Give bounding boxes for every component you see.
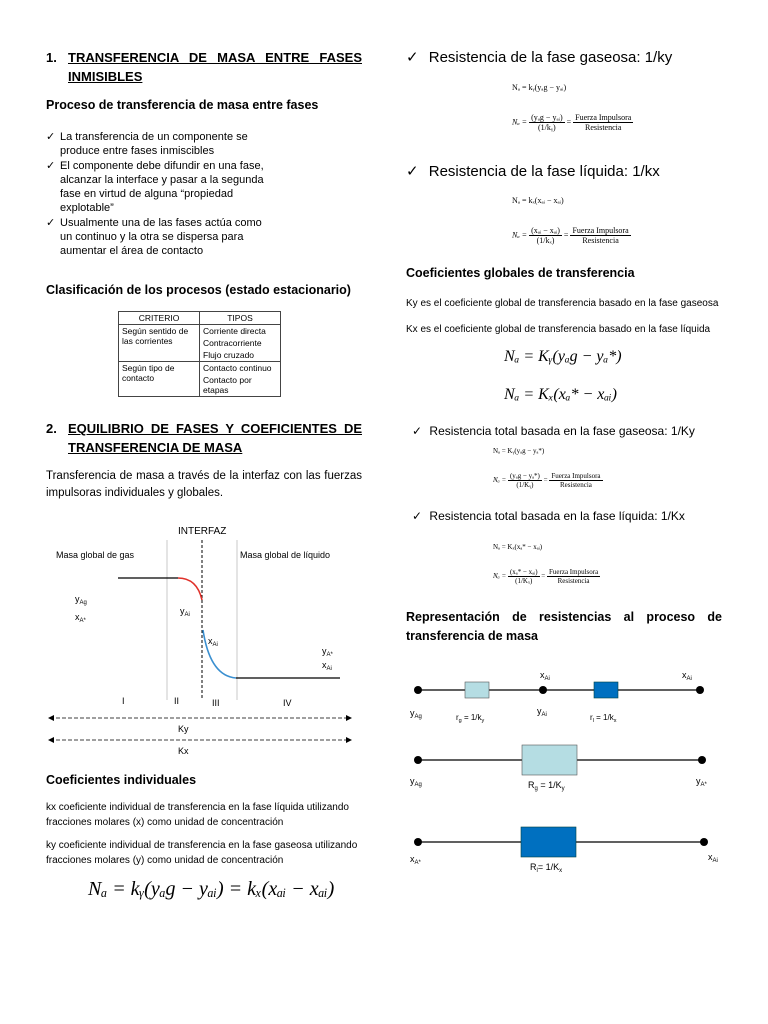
- ky-description-line: fracciones molares (y) como unidad de concentración: [46, 855, 284, 866]
- eq-liq-2-den: (1/kₓ): [536, 236, 555, 245]
- eq-gas-2-num: (yₐg − yₐᵢ): [531, 113, 563, 122]
- label-yAstar: $y_{A*}$: [322, 646, 333, 658]
- tipo-item: Flujo cruzado: [203, 350, 255, 360]
- eq-tl-2-den: (1/Kₓ): [515, 577, 533, 585]
- section1-heading: [46, 48, 362, 86]
- node-dot: [414, 756, 422, 764]
- label-yAstar: $y_{A*}$: [696, 776, 707, 788]
- interface-diagram: [40, 518, 366, 758]
- check-icon: ✓: [406, 163, 419, 180]
- bullet-line: un continuo y la otra se dispersa para: [60, 231, 244, 243]
- resistencia-label: Resistencia: [557, 577, 590, 585]
- table-header-tipos: TIPOS: [200, 312, 281, 325]
- label-Rl: $R_l= 1/K_x$: [530, 862, 563, 874]
- bullet-line: fase en virtud de alguna “propiedad: [60, 188, 234, 200]
- clasif-heading: Clasificación de los procesos (estado estacionario): [46, 283, 351, 297]
- individual-equation: Nₐ = kᵧ(yₐg − yₐᵢ) = kₓ(xₐᵢ − xₐᵢ): [88, 878, 335, 900]
- arrow-right-icon: [346, 715, 352, 721]
- table-cell: Según tipo de contacto: [119, 362, 200, 397]
- eq-liq-1: Nₐ = kₓ(xₐᵢ − xₐᵢ): [512, 196, 564, 205]
- coef-ind-heading: Coeficientes individuales: [46, 773, 197, 787]
- resistencia-label: Resistencia: [585, 123, 622, 132]
- tipo-item: Contacto continuo: [203, 363, 272, 373]
- fuerza-label: Fuerza Impulsora: [549, 568, 599, 576]
- table-row: [119, 325, 281, 362]
- node-dot: [696, 686, 704, 694]
- section1-number: 1.: [46, 50, 57, 65]
- kx-label: Kx: [178, 746, 189, 756]
- repr-heading-line: Representación de resistencias al proceso de: [406, 610, 722, 624]
- bullet-list: [46, 130, 286, 259]
- kx-description-line: kx coeficiente individual de transferencia en la fase líquida utilizando: [46, 802, 349, 813]
- bullet-line: alcanzar la interface y pasar a la segunda: [60, 174, 264, 186]
- tipo-item: Contacto por etapas: [203, 375, 252, 395]
- fuerza-label: Fuerza Impulsora: [551, 472, 601, 480]
- res-tot-gas-label: Resistencia total basada en la fase gaseosa: 1/Ky: [429, 424, 695, 438]
- resistor-rl: [594, 682, 618, 698]
- tipo-item: Contracorriente: [203, 338, 262, 348]
- label-yAi: $y_{Ai}$: [537, 706, 547, 718]
- node-dot: [414, 838, 422, 846]
- label-yAi: $y_{Ai}$: [180, 606, 190, 618]
- label-xAstar: $x_{A*}$: [410, 854, 421, 866]
- region-label: IV: [283, 698, 292, 708]
- kx-description-line: fracciones molares (x) como unidad de concentración: [46, 817, 284, 828]
- interfaz-label: INTERFAZ: [178, 526, 227, 537]
- node-dot: [698, 756, 706, 764]
- ky-description: [46, 838, 357, 868]
- eq-liq-2-num: (xₐᵢ − xₐᵢ): [531, 226, 560, 235]
- section2-heading: [46, 419, 362, 457]
- fuerza-label: Fuerza Impulsora: [572, 226, 629, 235]
- bullet-line: El componente debe difundir en una fase,: [60, 160, 264, 172]
- label-xAi-right: $x_{Ai}$: [682, 670, 692, 682]
- label-xAi: $x_{Ai}$: [208, 636, 218, 648]
- res-gas-label: Resistencia de la fase gaseosa: 1/ky: [428, 49, 673, 66]
- kx-description: [46, 800, 349, 830]
- region-label: III: [212, 698, 220, 708]
- region-label: II: [174, 696, 180, 706]
- section2-title-line2: TRANSFERENCIA DE MASA: [68, 440, 243, 455]
- arrow-left-icon: [48, 715, 54, 721]
- ky-label: Ky: [178, 724, 189, 734]
- res-liq-title: [406, 162, 660, 180]
- gas-label: Masa global de gas: [56, 550, 135, 560]
- gas-film-curve: [178, 578, 202, 600]
- bullet-line: aumentar el área de contacto: [60, 245, 204, 257]
- eq-tg-2-num: (yₐg − yₐ*): [509, 472, 540, 480]
- eq-gas-2: Nₐ = $\frac{\text{(yₐg − yₐᵢ)}}{\text{(1/kᵧ)}}$ = $\frac{\text{Fuerza Impulsora}}{\text{Resistencia}}$: [512, 113, 632, 132]
- table-cell: Según sentido de las corrientes: [119, 325, 200, 362]
- bullet-item: [46, 159, 286, 215]
- bullet-line: La transferencia de un componente se: [60, 131, 248, 143]
- eq-tg-1: Nₐ = Kᵧ(yₐg − yₐ*): [493, 447, 545, 455]
- table-cell: [200, 362, 281, 397]
- section2-title-line1: EQUILIBRIO DE FASES Y COEFICIENTES DE: [68, 421, 362, 436]
- repr-heading-line: transferencia de masa: [406, 629, 539, 643]
- bullet-line: produce entre fases inmiscibles: [60, 145, 215, 157]
- table-header-criterio: CRITERIO: [119, 312, 200, 325]
- resistor-Rl: [521, 827, 576, 857]
- table-cell: [200, 325, 281, 362]
- section1-title-line2: INMISIBLES: [68, 69, 143, 84]
- label-yAg: $y_{Ag}$: [75, 594, 87, 606]
- region-label: I: [122, 696, 125, 706]
- label-xAi-right: $x_{Ai}$: [708, 852, 718, 864]
- label-Rg: $R_g = 1/K_y$: [528, 780, 565, 792]
- eq-tg-2-den: (1/Kᵧ): [516, 481, 534, 489]
- proc-heading: Proceso de transferencia de masa entre fases: [46, 98, 319, 112]
- resistor-rg: [465, 682, 489, 698]
- section2-text-line: impulsoras individuales y globales.: [46, 487, 224, 499]
- check-icon: ✓: [412, 424, 423, 438]
- label-xAstar: $x_{A*}$: [75, 612, 86, 624]
- node-dot: [414, 686, 422, 694]
- check-icon: ✓: [46, 131, 56, 143]
- label-yAg: $y_{Ag}$: [410, 776, 422, 788]
- eq-liq-2: Nₐ = $\frac{\text{(xₐᵢ − xₐᵢ)}}{\text{(1/kₓ)}}$ = $\frac{\text{Fuerza Impulsora}}{\text{Resistencia}}$: [512, 226, 629, 245]
- resistor-Rg: [522, 745, 577, 775]
- eq-tl-1: Nₐ = Kₓ(xₐ* − xₐᵢ): [493, 543, 543, 551]
- bullet-line: Usualmente una de las fases actúa como: [60, 217, 262, 229]
- arrow-left-icon: [48, 737, 54, 743]
- section1-title-line1: TRANSFERENCIA DE MASA ENTRE FASES: [68, 50, 362, 65]
- label-yAg: $y_{Ag}$: [410, 708, 422, 720]
- res-liq-label: Resistencia de la fase líquida: 1/kx: [428, 163, 660, 180]
- section2-text-line: Transferencia de masa a través de la interfaz con las fuerzas: [46, 470, 362, 482]
- criteria-table: [118, 311, 281, 397]
- section2-number: 2.: [46, 421, 57, 436]
- resistance-diagrams: [400, 660, 730, 880]
- node-dot: [539, 686, 547, 694]
- res-tot-liq-label: Resistencia total basada en la fase líquida: 1/Kx: [429, 509, 685, 523]
- glob-heading: Coeficientes globales de transferencia: [406, 266, 635, 280]
- resistencia-label: Resistencia: [560, 481, 592, 489]
- section2-text: [46, 468, 362, 502]
- check-icon: ✓: [412, 509, 423, 523]
- label-xAi-top: $x_{Ai}$: [540, 670, 550, 682]
- kx-global-text: Kx es el coeficiente global de transferencia basado en la fase líquida: [406, 324, 711, 335]
- repr-heading: [406, 608, 722, 646]
- eq-global-1: Nₐ = Kᵧ(yₐg − yₐ*): [504, 348, 622, 365]
- eq-global-2: Nₐ = Kₓ(xₐ* − xₐᵢ): [504, 386, 617, 403]
- bullet-item: [46, 130, 286, 158]
- fuerza-label: Fuerza Impulsora: [575, 113, 632, 122]
- res-tot-liq-title: [412, 509, 685, 523]
- label-rg: $r_g = 1/k_y$: [456, 713, 485, 724]
- res-gas-title: [406, 48, 672, 66]
- check-icon: ✓: [46, 217, 56, 229]
- eq-gas-2-den: (1/kᵧ): [538, 123, 556, 132]
- label-xAi-right: $x_{Ai}$: [322, 660, 332, 672]
- node-dot: [700, 838, 708, 846]
- eq-tl-2: Nₐ = $\frac{\text{(xₐ* − xₐᵢ)}}{\text{(1/Kₓ)}}$ = $\frac{\text{Fuerza Impulsora}}{\text{Resistencia}}$: [493, 568, 599, 585]
- resistencia-label: Resistencia: [582, 236, 619, 245]
- eq-tg-2: Nₐ = $\frac{\text{(yₐg − yₐ*)}}{\text{(1/Kᵧ)}}$ = $\frac{\text{Fuerza Impulsora}}{\text{Resistencia}}$: [493, 472, 601, 489]
- bullet-line: explotable”: [60, 202, 114, 214]
- check-icon: ✓: [46, 160, 56, 172]
- arrow-right-icon: [346, 737, 352, 743]
- liquid-label: Masa global de líquido: [240, 550, 331, 560]
- bullet-item: [46, 216, 286, 258]
- eq-gas-1: Nₐ = kᵧ(yₐg − yₐᵢ): [512, 83, 567, 92]
- ky-global-text: Ky es el coeficiente global de transferencia basado en la fase gaseosa: [406, 298, 719, 309]
- check-icon: ✓: [406, 49, 419, 66]
- ky-description-line: ky coeficiente individual de transferencia en la fase gaseosa utilizando: [46, 840, 358, 851]
- label-rl: $r_l = 1/k_x$: [590, 713, 617, 724]
- eq-tl-2-num: (xₐ* − xₐᵢ): [509, 568, 538, 576]
- res-tot-gas-title: [412, 424, 695, 438]
- table-row: [119, 362, 281, 397]
- tipo-item: Corriente directa: [203, 326, 266, 336]
